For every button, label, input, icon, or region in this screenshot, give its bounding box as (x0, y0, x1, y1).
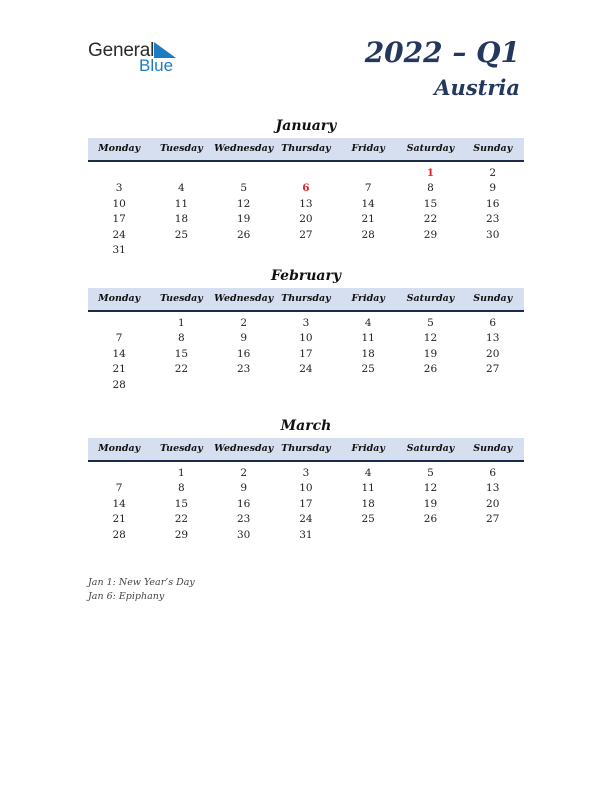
day-cell: 3 (302, 467, 310, 479)
day-cell (462, 528, 524, 543)
day-cell: 21 (112, 513, 126, 526)
day-grid (88, 166, 524, 258)
day-cell: 2 (489, 167, 497, 179)
country-name: Austria (434, 75, 520, 100)
day-cell (150, 378, 212, 393)
week-row (88, 197, 524, 212)
day-cell: 27 (299, 228, 313, 241)
day-cell: 14 (112, 497, 126, 510)
day-cell (337, 528, 399, 543)
day-cell: 7 (115, 482, 123, 495)
weekday-label: Saturday (406, 443, 455, 454)
weekday-label: Tuesday (159, 443, 203, 454)
day-cell: 11 (361, 332, 375, 345)
day-cell: 18 (174, 213, 189, 226)
week-row (88, 466, 524, 481)
day-cell: 28 (112, 528, 126, 541)
weekday-label: Monday (98, 293, 141, 304)
day-cell: 22 (174, 513, 189, 526)
weekday-header (88, 288, 524, 312)
week-row (88, 166, 524, 181)
day-cell: 15 (174, 497, 189, 510)
week-row (88, 228, 524, 243)
day-cell: 2 (240, 317, 247, 329)
weekday-label: Monday (98, 443, 141, 454)
day-cell: 16 (236, 497, 251, 510)
day-cell: 13 (486, 332, 500, 345)
day-cell: 30 (486, 228, 500, 241)
holiday-note: Jan 6: Epiphany (88, 591, 165, 602)
day-cell: 14 (361, 197, 375, 210)
day-cell: 5 (427, 467, 434, 479)
day-cell: 24 (112, 228, 126, 241)
day-cell (275, 166, 337, 181)
day-cell: 8 (427, 182, 434, 195)
quarter-title: 2022 – Q1 (364, 36, 520, 69)
day-cell: 20 (486, 347, 500, 360)
logo-text-general: General (88, 40, 155, 61)
weekday-label: Sunday (473, 443, 513, 454)
month-title: March (280, 418, 332, 434)
weekday-header (88, 438, 524, 462)
month-block-february (88, 266, 524, 393)
day-cell (213, 166, 275, 181)
weekday-label: Friday (351, 143, 385, 154)
weekday-label: Wednesday (214, 143, 274, 154)
week-row (88, 481, 524, 496)
day-cell (88, 316, 150, 331)
weekday-label: Thursday (281, 293, 331, 304)
week-row (88, 212, 524, 227)
day-cell: 30 (236, 528, 251, 541)
day-cell: 26 (236, 228, 251, 241)
day-cell: 11 (361, 482, 375, 495)
week-row (88, 497, 524, 512)
day-cell (462, 243, 524, 258)
day-cell: 29 (174, 528, 189, 541)
weekday-label: Friday (351, 443, 385, 454)
week-row (88, 362, 524, 377)
day-cell: 20 (486, 497, 500, 510)
day-cell: 23 (236, 513, 251, 526)
holiday-note: Jan 1: New Year’s Day (88, 577, 195, 588)
day-cell: 5 (427, 317, 434, 329)
weekday-label: Thursday (281, 443, 331, 454)
weekday-label: Saturday (406, 143, 455, 154)
day-cell: 5 (240, 182, 247, 195)
week-row (88, 528, 524, 543)
day-cell: 4 (178, 182, 185, 195)
day-cell: 6 (489, 317, 497, 329)
day-cell: 8 (178, 482, 185, 495)
day-cell: 25 (361, 363, 375, 376)
day-cell (213, 378, 275, 393)
weekday-label: Tuesday (159, 293, 203, 304)
week-row (88, 378, 524, 393)
day-cell: 27 (486, 363, 500, 376)
day-cell (213, 243, 275, 258)
day-cell: 10 (299, 482, 313, 495)
day-cell: 9 (240, 482, 247, 495)
day-cell: 3 (115, 182, 123, 195)
day-cell: 4 (364, 467, 372, 479)
day-cell: 28 (112, 378, 126, 391)
day-grid (88, 316, 524, 393)
day-cell: 20 (299, 213, 313, 226)
day-cell: 18 (361, 497, 375, 510)
month-block-march (88, 416, 524, 543)
day-cell: 15 (423, 197, 438, 210)
day-cell: 26 (423, 363, 438, 376)
day-cell: 21 (361, 213, 375, 226)
week-row (88, 331, 524, 346)
day-cell: 19 (423, 497, 438, 510)
weekday-label: Wednesday (214, 443, 274, 454)
day-cell: 27 (486, 513, 500, 526)
month-title: February (270, 268, 341, 284)
day-cell: 25 (174, 228, 189, 241)
day-cell (88, 466, 150, 481)
day-cell: 16 (486, 197, 500, 210)
day-cell: 9 (240, 332, 247, 345)
day-cell: 2 (240, 467, 247, 479)
day-cell: 6 (489, 467, 497, 479)
weekday-label: Sunday (473, 143, 513, 154)
weekday-label: Thursday (281, 143, 331, 154)
logo-text-blue: Blue (139, 56, 174, 75)
day-cell: 8 (178, 332, 185, 345)
week-row (88, 181, 524, 196)
generalblue-logo (88, 40, 188, 76)
day-cell: 12 (236, 197, 251, 210)
weekday-label: Sunday (473, 293, 513, 304)
day-cell (337, 166, 399, 181)
day-cell: 24 (299, 363, 313, 376)
day-cell: 1 (178, 467, 185, 479)
day-cell: 4 (364, 317, 372, 329)
day-cell: 6 (302, 182, 310, 195)
day-cell: 24 (299, 513, 313, 526)
day-cell: 7 (115, 332, 123, 345)
day-cell: 21 (112, 363, 126, 376)
weekday-label: Wednesday (214, 293, 274, 304)
day-cell: 17 (112, 213, 126, 226)
day-cell: 23 (236, 363, 251, 376)
day-cell: 12 (423, 482, 438, 495)
day-cell: 7 (364, 182, 372, 195)
day-cell: 19 (236, 213, 251, 226)
week-row (88, 316, 524, 331)
day-cell (399, 528, 461, 543)
weekday-label: Tuesday (159, 143, 203, 154)
week-row (88, 512, 524, 527)
day-cell (399, 243, 461, 258)
day-cell: 17 (299, 497, 313, 510)
day-grid (88, 466, 524, 543)
weekday-label: Monday (98, 143, 141, 154)
day-cell: 16 (236, 347, 251, 360)
day-cell: 17 (299, 347, 313, 360)
day-cell: 28 (361, 228, 375, 241)
day-cell (399, 378, 461, 393)
day-cell: 12 (423, 332, 438, 345)
day-cell: 13 (486, 482, 500, 495)
day-cell: 1 (178, 317, 185, 329)
week-row (88, 347, 524, 362)
day-cell: 26 (423, 513, 438, 526)
day-cell: 23 (486, 213, 500, 226)
day-cell: 22 (423, 213, 438, 226)
day-cell: 19 (423, 347, 438, 360)
day-cell: 31 (112, 243, 126, 256)
weekday-label: Friday (351, 293, 385, 304)
day-cell: 22 (174, 363, 189, 376)
weekday-header (88, 138, 524, 162)
day-cell: 9 (489, 182, 497, 195)
day-cell (337, 378, 399, 393)
day-cell (275, 243, 337, 258)
day-cell (150, 166, 212, 181)
day-cell: 18 (361, 347, 375, 360)
day-cell: 25 (361, 513, 375, 526)
week-row (88, 243, 524, 258)
month-block-january (88, 116, 524, 258)
day-cell: 31 (299, 528, 313, 541)
day-cell: 3 (302, 317, 310, 329)
day-cell (88, 166, 150, 181)
day-cell (462, 378, 524, 393)
day-cell (150, 243, 212, 258)
day-cell: 13 (299, 197, 313, 210)
day-cell: 10 (112, 197, 126, 210)
day-cell (275, 378, 337, 393)
day-cell: 14 (112, 347, 126, 360)
holiday-notes (88, 576, 195, 604)
weekday-label: Saturday (406, 293, 455, 304)
month-title: January (275, 118, 337, 134)
day-cell: 10 (299, 332, 313, 345)
day-cell (337, 243, 399, 258)
day-cell: 15 (174, 347, 189, 360)
day-cell: 11 (174, 197, 189, 210)
day-cell: 1 (426, 167, 435, 179)
day-cell: 29 (423, 228, 438, 241)
